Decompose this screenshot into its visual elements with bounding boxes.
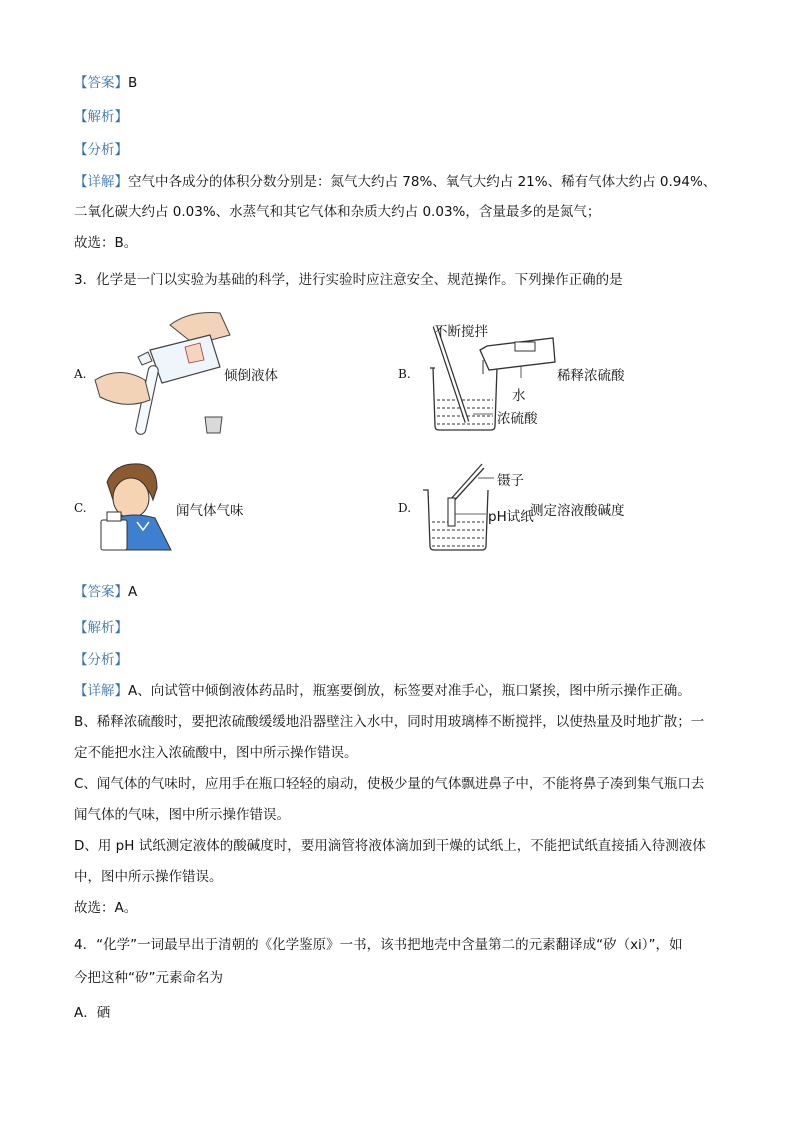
label-water: 水 bbox=[512, 388, 526, 404]
q4-stem1: 4．“化学”一词最早出于清朝的《化学鉴原》一书，该书把地壳中含量第二的元素翻译成“矽（xi）”，如 bbox=[74, 937, 683, 953]
label-ph-paper: pH试纸 bbox=[488, 509, 534, 525]
answer-value: B bbox=[128, 75, 138, 91]
q2-detail-line2: 二氧化碳大约占 0.03%、水蒸气和其它气体和杂质大约占 0.03%，含量最多的是氮气； bbox=[74, 204, 601, 220]
detail-text: A、向试管中倾倒液体药品时，瓶塞要倒放，标签要对准手心，瓶口紧挨，图中所示操作正确。 bbox=[128, 683, 691, 699]
option-c-caption: 闻气体气味 bbox=[176, 503, 244, 519]
q3-detail-a bbox=[74, 681, 691, 701]
q3-detail-c1: C、闻气体的气味时，应用手在瓶口轻轻的扇动，使极少量的气体飘进鼻子中，不能将鼻子凑到集气瓶口去 bbox=[74, 776, 705, 792]
q2-choice: 故选：B。 bbox=[74, 235, 138, 251]
q3-stem: 3．化学是一门以实验为基础的科学，进行实验时应注意安全、规范操作。下列操作正确的是 bbox=[74, 272, 623, 288]
detail-tag: 【详解】 bbox=[74, 683, 128, 699]
q3-analysis-tag: 【解析】 bbox=[74, 620, 128, 636]
q3-detail-d2: 中，图中所示操作错误。 bbox=[74, 869, 223, 885]
pour-liquid-figure bbox=[90, 305, 240, 440]
detail-text: 空气中各成分的体积分数分别是：氮气大约占 78%、氧气大约占 21%、稀有气体大约占 0.94%、 bbox=[128, 174, 717, 190]
q3-answer bbox=[74, 582, 137, 602]
answer-tag: 【答案】 bbox=[74, 75, 128, 91]
option-b-letter: B. bbox=[398, 367, 411, 381]
q3-detail-c2: 闻气体的气味，图中所示操作错误。 bbox=[74, 807, 290, 823]
q4-stem2: 今把这种“矽”元素命名为 bbox=[74, 970, 223, 986]
answer-value: A bbox=[128, 584, 138, 600]
q3-fenxi-tag: 【分析】 bbox=[74, 652, 128, 668]
option-a-caption: 倾倒液体 bbox=[224, 368, 278, 384]
q2-analysis-tag: 【解析】 bbox=[74, 109, 128, 125]
answer-tag: 【答案】 bbox=[74, 584, 128, 600]
option-d-letter: D. bbox=[398, 501, 412, 515]
q3-detail-d1: D、用 pH 试纸测定液体的酸碱度时，要用滴管将液体滴加到干燥的试纸上，不能把试纸直接插入待测液体 bbox=[74, 838, 706, 854]
q3-detail-b2: 定不能把水注入浓硫酸中，图中所示操作错误。 bbox=[74, 745, 358, 761]
option-a-letter: A. bbox=[74, 367, 87, 381]
label-stir: 不断搅拌 bbox=[434, 324, 488, 340]
option-b-caption: 稀释浓硫酸 bbox=[557, 368, 625, 384]
label-acid: 浓硫酸 bbox=[497, 411, 538, 427]
option-c-letter: C. bbox=[74, 501, 87, 515]
q3-choice: 故选：A。 bbox=[74, 900, 138, 916]
q2-detail-line1 bbox=[74, 172, 716, 192]
q4-option-a: A．硒 bbox=[74, 1005, 111, 1021]
option-d-caption: 测定溶液酸碱度 bbox=[530, 503, 625, 519]
q3-detail-b1: B、稀释浓硫酸时，要把浓硫酸缓缓地沿器壁注入水中，同时用玻璃棒不断搅拌，以使热量及时地扩散；一 bbox=[74, 714, 705, 730]
smell-gas-figure bbox=[95, 460, 175, 552]
q2-fenxi-tag: 【分析】 bbox=[74, 142, 128, 158]
label-tweezers: 镊子 bbox=[497, 473, 524, 489]
detail-tag: 【详解】 bbox=[74, 174, 128, 190]
q2-answer bbox=[74, 73, 137, 93]
